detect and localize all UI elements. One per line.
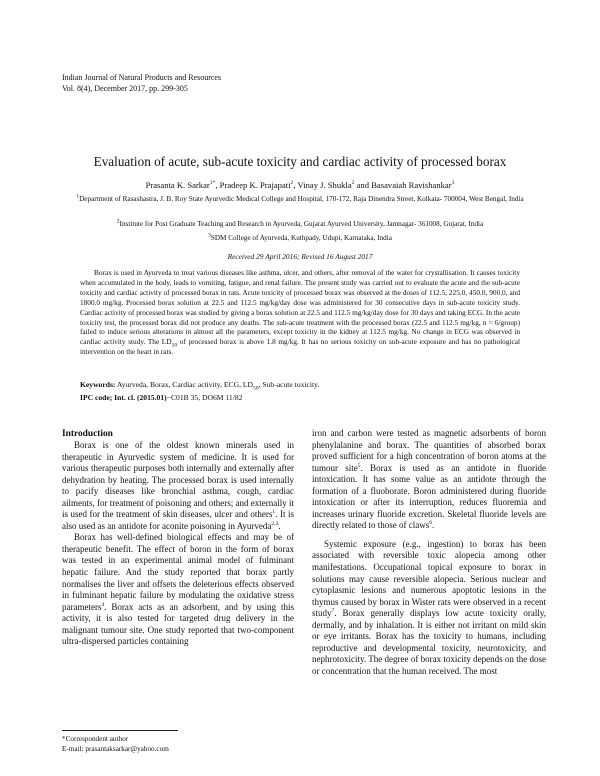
affiliation [60,234,540,244]
affiliation [60,220,540,230]
body-paragraph [62,532,294,647]
affiliation-text: Department of Rasashastra, J. B. Roy State Ayurvedic Medical College and Hospital, 170-172, Raja Dinendra Street, Kolkata- 700004, West Bengal, India [79,195,524,203]
section-heading: Introduction [62,429,113,439]
affiliation-mark: 1 [76,193,80,200]
author-conjunction: and [356,180,370,190]
body-paragraph [312,539,546,678]
affiliation-text: SDM College of Ayurveda, Kuthpady, Udupi, Karnataka, India [210,234,392,242]
citation-ref: 2,3 [271,520,279,527]
keywords-text: Ayurveda, Borax, Cardiac activity, ECG, LD [115,380,254,389]
ipc-label: IPC code; Int. cl. (2015.01) [80,393,167,402]
affiliation-mark: 2 [116,218,120,225]
author-name: Prasanta K. Sarkar [145,180,210,190]
journal-name: Indian Journal of Natural Products and Resources [62,73,222,82]
body-text: . Borax acts as an adsorbent, and by using this activity, it is also tested for targeted drug delivery in the malignant tumour site. One study reported that two-component ultra-dispersed particles containing [62,601,294,647]
keywords [80,380,520,390]
abstract-text: of processed borax is above 1.8 mg/kg. It has no serious toxicity on sub-acute exposure and has no pathological intervention on the heart in rats. [80,337,520,357]
author-affiliation-mark: 2 [351,180,355,187]
author-name: Vinay J. Shukla [297,180,352,190]
footnote [62,735,169,754]
body-text: . Borax generally displays low acute toxicity orally, dermally, and by inhalation. It is either not irritant on mild skin or eye irritants. Borax has the toxicity to humans, including reproductive and developmental toxicity, neurotoxicity, and nephrotoxicity. The degree of borax toxicity depends on the dose or concentration that the human received. The most [312,608,546,676]
paper-title: Evaluation of acute, sub-acute toxicity and cardiac activity of processed borax [93,154,507,169]
body-paragraph [62,440,294,532]
left-column [62,428,294,648]
affiliation-text: Institute for Post Graduate Teaching and Research in Ayurveda, Gujarat Ayurved University, Jamnagar- 361008, Gujarat, India [119,220,484,228]
body-text: . Borax is used as an antidote in fluoride intoxication. It has some value as an antidote through the formation of a fluoborate. Boron administered during fluoride intoxication or after its interruption, reduces fluoremia and increases urinary fluoride excretion. Skeletal fluoride levels are directly related to those of claws [312,462,547,531]
keywords-label: Keywords: [80,380,116,389]
body-text: . [432,520,435,531]
keywords-text: , Sub-acute toxicity. [258,380,320,389]
received-dates: Received 29 April 2016; Revised 16 August 2017 [227,252,373,261]
author-affiliation-mark: 3 [451,180,455,187]
body-paragraph [312,428,546,532]
right-column [312,428,546,677]
footnote-rule [62,730,178,731]
body-text: Systemic exposure (e.g., ingestion) to borax has been associated with reversible toxic alopecia among other manifestations. Occupational topical exposure to borax in solutions may cause reversible alopecia. Serious nuclear and cytoplasmic lesions and numerous apoptotic lesions in the thymus caused by borax in Wister rats were observed in a recent study [312,538,546,619]
citation-ref: 4 [101,601,105,608]
journal-citation: Vol. 8(4), December 2017, pp. 299-305 [62,84,188,93]
author-name: Pradeep K. Prajapati [219,180,291,190]
author-list: Prasanta K. Sarkar$^{1*}$, Pradeep K. Prajapati$^2$, Vinay J. Shukla$^2$ and Basavaiah Ravishankar$^3$ [145,180,455,190]
body-text: . [278,520,281,531]
paragraph-gap [312,532,546,539]
affiliation-mark: 3 [208,232,211,239]
citation-ref: 5 [357,462,361,469]
author-affiliation-mark: 1* [209,180,216,187]
abstract-subscript: 50 [171,342,178,349]
correspondent-note: *Correspondent author [62,735,129,743]
author-name: Basavaiah Ravishankar [371,180,452,190]
ipc-value: −C01B 35, DO6M 11/82 [166,393,243,402]
citation-ref: 6 [429,520,433,527]
abstract [80,268,520,357]
keywords-subscript: 50 [253,385,259,392]
ipc-code [80,393,520,403]
author-affiliation-mark: 2 [290,180,294,187]
abstract-text: Borax is used in Ayurveda to treat various diseases like asthma, ulcer, and others, after removal of the water for crystallisation. It causes toxicity when accumulated in the body, leads to vomiting, fatigue, and renal failure. The present study was carried out to evaluate the acute and the sub-acute toxicity and cardiac activity of processed borax in rats. Acute toxicity of processed borax was observed at the doses of 112.5, 225.0, 450.0, 900.0, and 1800.0 mg/kg. Processed borax solution at 22.5 and 112.5 mg/kg/day dose was administered for 30 consecutive days in sub-acute toxicity study. Cardiac activity of processed borax was studied by giving a borax solution at 22.5 and 112.5 mg/kg/day dose for 30 days and taking ECG. In the acute toxicity test, the processed borax did not produce any deaths. The sub-acute treatment with the processed borax (22.5 and 112.5 mg/kg, n = 6/group) failed to induce serious alterations in almost all the parameters, except toxicity in the kidney at 112.5 mg/kg. No change in ECG was observed in cardiac activity study. The LD [80,268,520,347]
affiliation [60,195,540,205]
citation-ref: 1 [272,509,276,516]
body-text: . It is also used as an antidote for aconite poisoning in Ayurveda [62,509,294,531]
body-text: iron and carbon were tested as magnetic adsorbents of boron phenylalanine and borax. The quantities of absorbed borax proved sufficient for a high concentration of boron atoms at the tumour site [312,428,546,473]
citation-ref: 7 [331,608,335,615]
correspondent-email: E-mail: prasantaksarkar@yahoo.com [62,744,169,753]
journal-header [62,72,221,94]
body-text: Borax is one of the oldest known minerals used in therapeutic in Ayurvedic system of medicine. It is used for various therapeutic purposes both internally and externally after dehydration by heating. The processed borax is used internally to pacify diseases like bronchial asthma, cough, cardiac ailments, for treatment of poisoning and others; and externally it is used for the treatment of skin diseases, ulcer and others [62,440,294,520]
body-text: Borax has well-defined biological effects and may be of therapeutic benefit. The effect of boron in the form of borax was tested in an experimental animal model of fulminant hepatic failure. And the study reported that borax partly normalises the liver and offsets the deleterious effects observed in fulminant hepatic failure by modulating the oxidative stress parameters [62,532,294,612]
